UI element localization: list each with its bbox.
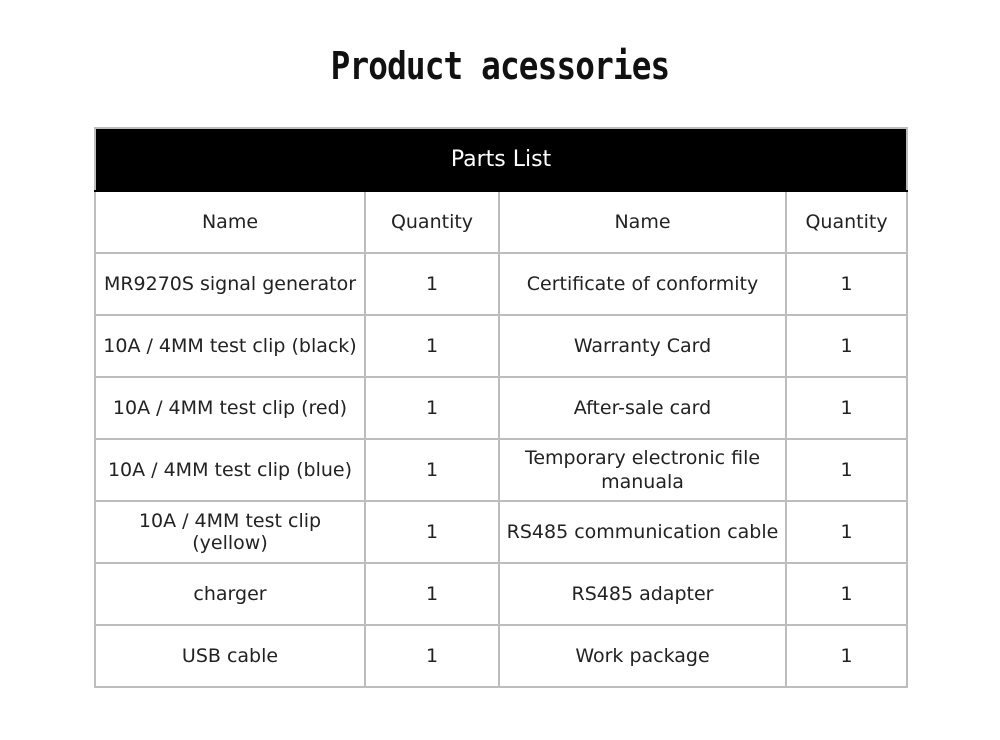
table-row [95, 563, 907, 625]
table-cell: Warranty Card [499, 315, 786, 377]
table-banner-row [95, 128, 907, 191]
column-header-name: Name [95, 191, 365, 253]
table-cell: 10A / 4MM test clip (blue) [95, 439, 365, 501]
table-cell: 1 [786, 501, 907, 563]
table-cell: 1 [365, 563, 499, 625]
table-row [95, 253, 907, 315]
column-header-name: Name [499, 191, 786, 253]
table-caption: Parts List [95, 128, 907, 191]
table-header-row [95, 191, 907, 253]
table-cell: 1 [365, 315, 499, 377]
table-row [95, 377, 907, 439]
table-cell: 1 [365, 253, 499, 315]
table-cell: 10A / 4MM test clip (black) [95, 315, 365, 377]
table-cell: 1 [365, 625, 499, 687]
table-cell: 1 [365, 501, 499, 563]
table-row [95, 439, 907, 501]
column-header-quantity: Quantity [786, 191, 907, 253]
table-cell: 1 [365, 439, 499, 501]
table-row [95, 315, 907, 377]
table-row [95, 625, 907, 687]
table-cell: 1 [786, 315, 907, 377]
page-title: Product acessories [330, 44, 670, 88]
table-cell: 1 [786, 377, 907, 439]
table-cell: 1 [786, 625, 907, 687]
table-cell: RS485 adapter [499, 563, 786, 625]
table-cell: Work package [499, 625, 786, 687]
column-header-quantity: Quantity [365, 191, 499, 253]
table-cell: 10A / 4MM test clip (red) [95, 377, 365, 439]
table-cell: 1 [786, 253, 907, 315]
table-cell: Temporary electronic file manuala [499, 439, 786, 501]
table-row [95, 501, 907, 563]
table-cell: 1 [786, 563, 907, 625]
table-cell: MR9270S signal generator [95, 253, 365, 315]
table-cell: RS485 communication cable [499, 501, 786, 563]
table-cell: 1 [365, 377, 499, 439]
table-cell: 10A / 4MM test clip (yellow) [95, 501, 365, 563]
table-cell: Certificate of conformity [499, 253, 786, 315]
parts-list-table [94, 127, 908, 688]
table-cell: USB cable [95, 625, 365, 687]
table-cell: charger [95, 563, 365, 625]
table-cell: After-sale card [499, 377, 786, 439]
table-cell: 1 [786, 439, 907, 501]
